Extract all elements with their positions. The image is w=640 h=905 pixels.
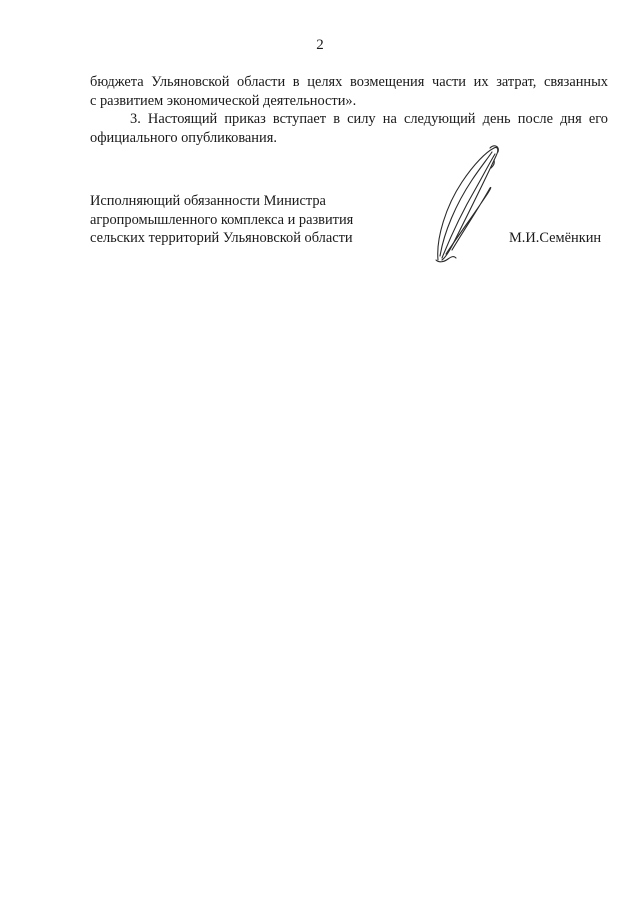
paragraph-line: официального опубликования. [90, 129, 277, 146]
paragraph-line: 3. Настоящий приказ вступает в силу на следующий день после дня его [130, 111, 608, 127]
page-number: 2 [316, 37, 324, 53]
paragraph-3 [90, 110, 608, 147]
paragraph-continuation [90, 73, 608, 110]
paragraph-line: бюджета Ульяновской области в целях возмещения части их затрат, связанных [90, 74, 608, 90]
signer-position [90, 192, 353, 248]
signer-position-line: агропромышленного комплекса и развития [90, 211, 354, 228]
signer-position-line: Исполняющий обязанности Министра [90, 193, 326, 209]
paragraph-line: с развитием экономической деятельности». [90, 92, 357, 109]
signer-position-line: сельских территорий Ульяновской области [90, 230, 353, 246]
handwritten-signature [428, 142, 508, 266]
signer-name: М.И.Семёнкин [509, 230, 602, 246]
